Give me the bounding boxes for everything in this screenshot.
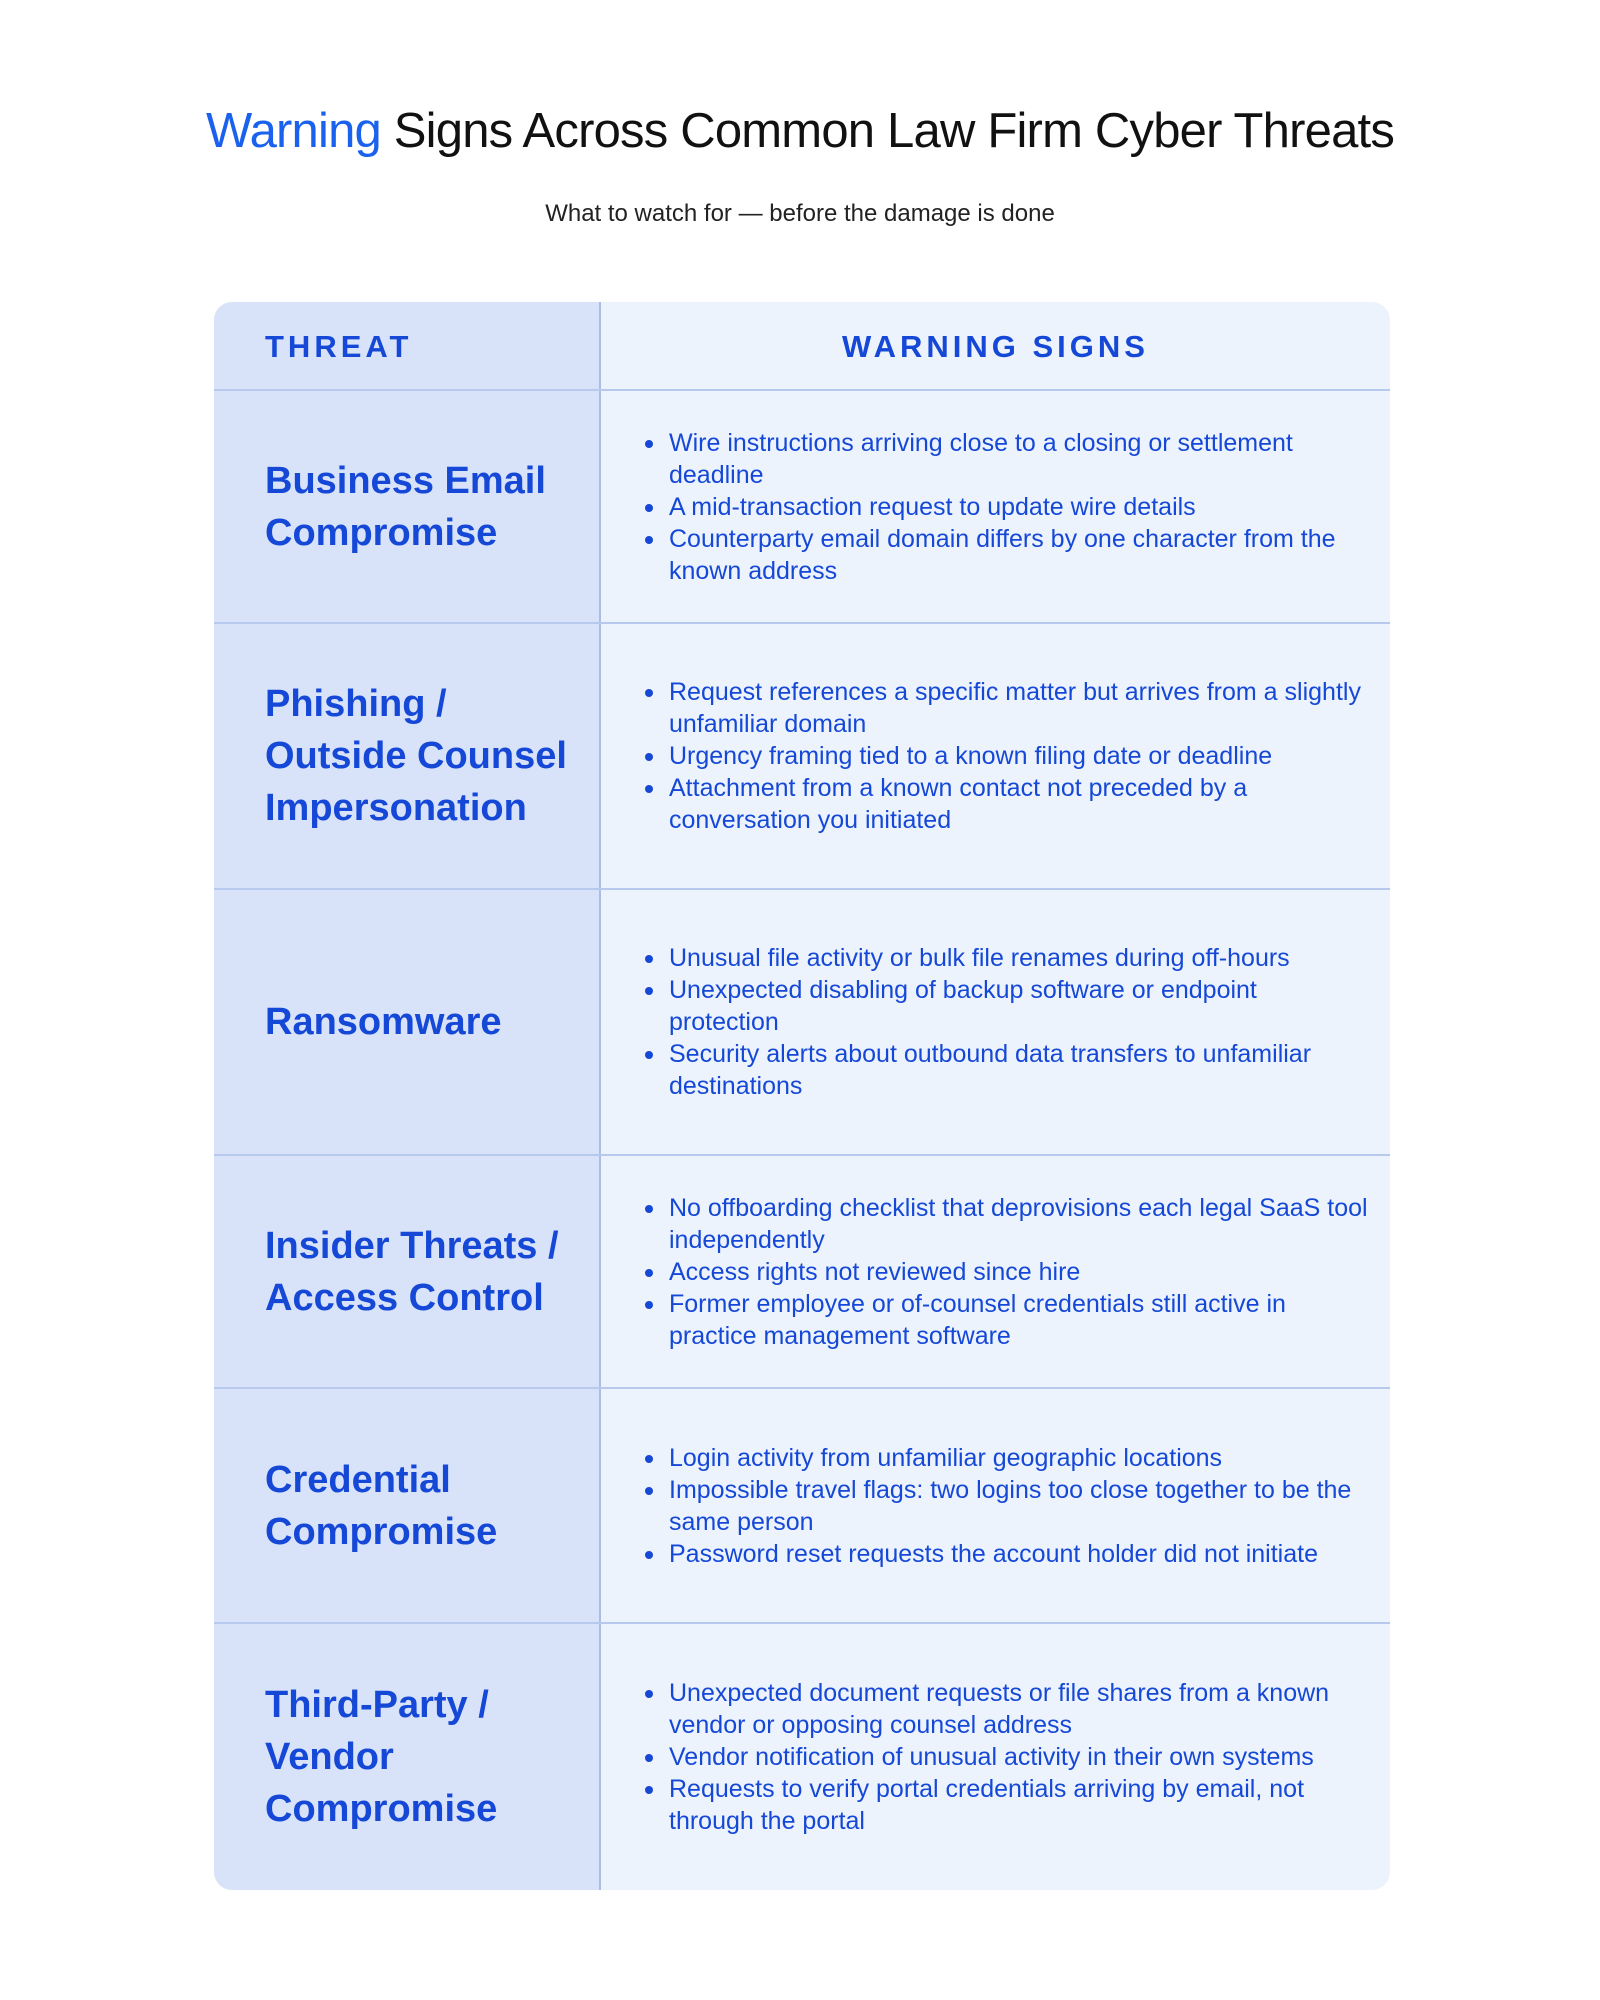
warning-sign-item: Security alerts about outbound data transfers to unfamiliar destinations xyxy=(669,1038,1369,1102)
warning-sign-item: Password reset requests the account holder did not initiate xyxy=(669,1538,1369,1570)
table-row xyxy=(214,1156,1390,1389)
bullet-icon xyxy=(645,1051,653,1059)
warning-signs-list xyxy=(601,1442,1369,1570)
warning-sign-item: Wire instructions arriving close to a closing or settlement deadline xyxy=(669,427,1369,491)
warning-signs-cell xyxy=(601,391,1390,622)
table-row xyxy=(214,1624,1390,1890)
threat-name: Business Email Compromise xyxy=(265,459,546,554)
warning-signs-cell xyxy=(601,1624,1390,1890)
warning-sign-item: No offboarding checklist that deprovisions each legal SaaS tool independently xyxy=(669,1192,1369,1256)
page-title-accent: Warning xyxy=(205,104,381,158)
warning-sign-item: Requests to verify portal credentials arriving by email, not through the portal xyxy=(669,1773,1369,1837)
threat-name: Phishing / Outside Counsel Impersonation xyxy=(265,683,567,829)
warning-signs-cell xyxy=(601,1156,1390,1387)
warning-sign-item: A mid-transaction request to update wire details xyxy=(669,491,1369,523)
table-row xyxy=(214,391,1390,624)
table-header xyxy=(214,302,1390,391)
warning-sign-item: Counterparty email domain differs by one character from the known address xyxy=(669,523,1369,587)
bullet-icon xyxy=(645,440,653,448)
warning-sign-item: Urgency framing tied to a known filing date or deadline xyxy=(669,740,1369,772)
warning-signs-cell xyxy=(601,624,1390,888)
bullet-icon xyxy=(645,955,653,963)
threat-warning-table xyxy=(214,302,1390,1890)
bullet-icon xyxy=(645,1205,653,1213)
threat-name: Insider Threats / Access Control xyxy=(265,1224,559,1319)
bullet-icon xyxy=(645,785,653,793)
bullet-icon xyxy=(645,1487,653,1495)
threat-cell xyxy=(265,391,585,622)
warning-sign-item: Unexpected disabling of backup software or endpoint protection xyxy=(669,974,1369,1038)
threat-name: Credential Compromise xyxy=(265,1458,498,1553)
threat-cell xyxy=(265,1624,585,1890)
warning-signs-column-header: WARNING SIGNS xyxy=(842,329,1149,364)
warning-sign-item: Request references a specific matter but arrives from a slightly unfamiliar domain xyxy=(669,676,1369,740)
warning-sign-item: Unexpected document requests or file shares from a known vendor or opposing counsel address xyxy=(669,1677,1369,1741)
bullet-icon xyxy=(645,753,653,761)
warning-sign-item: Access rights not reviewed since hire xyxy=(669,1256,1369,1288)
warning-sign-item: Attachment from a known contact not preceded by a conversation you initiated xyxy=(669,772,1369,836)
warning-sign-item: Vendor notification of unusual activity in their own systems xyxy=(669,1741,1369,1773)
warning-signs-list xyxy=(601,942,1369,1102)
threat-cell xyxy=(265,1389,585,1622)
bullet-icon xyxy=(645,1754,653,1762)
page-subtitle: What to watch for — before the damage is done xyxy=(545,200,1055,227)
bullet-icon xyxy=(645,689,653,697)
warning-signs-list xyxy=(601,427,1369,587)
threat-cell xyxy=(265,890,585,1154)
threat-column-header: THREAT xyxy=(265,329,413,364)
bullet-icon xyxy=(645,1269,653,1277)
bullet-icon xyxy=(645,1786,653,1794)
warning-signs-list xyxy=(601,676,1369,836)
bullet-icon xyxy=(645,1690,653,1698)
table-row xyxy=(214,624,1390,890)
warning-signs-cell xyxy=(601,890,1390,1154)
page-title-rest: Signs Across Common Law Firm Cyber Threats xyxy=(380,104,1395,158)
warning-signs-cell xyxy=(601,1389,1390,1622)
threat-cell xyxy=(265,1156,585,1387)
threat-name: Third-Party / Vendor Compromise xyxy=(265,1684,498,1830)
threat-cell xyxy=(265,624,585,888)
bullet-icon xyxy=(645,1301,653,1309)
warning-sign-item: Impossible travel flags: two logins too close together to be the same person xyxy=(669,1474,1369,1538)
table-row xyxy=(214,1389,1390,1624)
warning-signs-list xyxy=(601,1677,1369,1837)
bullet-icon xyxy=(645,504,653,512)
table-row xyxy=(214,890,1390,1156)
warning-signs-list xyxy=(601,1192,1369,1352)
warning-sign-item: Former employee or of-counsel credentials still active in practice management software xyxy=(669,1288,1369,1352)
bullet-icon xyxy=(645,1551,653,1559)
warning-sign-item: Unusual file activity or bulk file renames during off-hours xyxy=(669,942,1369,974)
page-title xyxy=(0,98,1600,164)
warning-sign-item: Login activity from unfamiliar geographic locations xyxy=(669,1442,1369,1474)
bullet-icon xyxy=(645,536,653,544)
threat-name: Ransomware xyxy=(265,1001,502,1043)
bullet-icon xyxy=(645,1455,653,1463)
bullet-icon xyxy=(645,987,653,995)
